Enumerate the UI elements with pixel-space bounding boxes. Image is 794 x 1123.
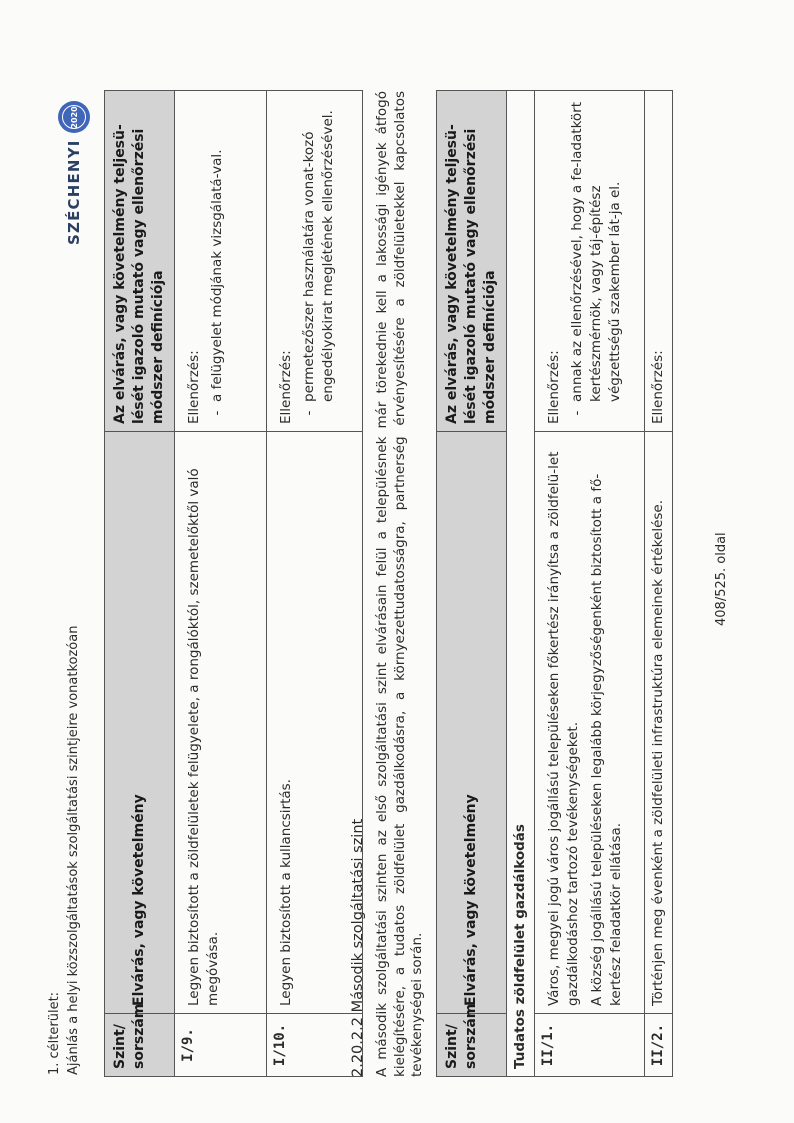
header-requirement: Elvárás, vagy követelmény: [105, 432, 175, 1014]
dash-bullet: -: [301, 410, 317, 416]
logo-badge-icon: [58, 101, 90, 133]
dash-bullet: -: [209, 410, 225, 416]
requirement-line-city: Város, megyei jogú város jogállású településeken főkertész irányítsa a zöldfelü-let gazdálkodáshoz tartozó tevékenységeket.: [546, 451, 581, 1006]
section-row-label: Tudatos zöldfelület gazdálkodás: [507, 91, 535, 1077]
requirement-line-village: A község jogállású településeken legalább körjegyzőségenként biztosított a fő-kertész feladatkör ellátása.: [589, 473, 624, 1006]
szechenyi-logo: [58, 101, 90, 245]
row-number: II/2.: [645, 1014, 673, 1077]
section-paragraph: [374, 91, 427, 1077]
check-label: Ellenőrzés:: [546, 350, 562, 424]
dash-bullet: -: [569, 410, 585, 416]
check-item: [568, 98, 625, 424]
header-level-number: Szint/ sorszám: [105, 1014, 175, 1077]
page-number: 408/525. oldal: [714, 532, 729, 626]
table-row: [175, 91, 267, 1077]
row-number: I/10.: [267, 1014, 363, 1077]
check-text: a felügyelet módjának vizsgálatá-val.: [209, 149, 225, 402]
logo-badge-text: 2020: [62, 105, 86, 129]
paragraph-text: A második szolgáltatási szinten az első szolgáltatási szint elvárásain felül a településnek már törekednie kell a lakossági igények átfogó kielégítésére, a tudatos zöldfelület gazdálkodásra, a környezettudatosságra, partnerség érvényesítésére a zöldfelületekkel kapcsolatos tevékenységei során.: [374, 91, 425, 1077]
table-row: [535, 91, 645, 1077]
table-row: [267, 91, 363, 1077]
check-text: annak az ellenőrzésével, hogy a fe-ladatkört kertészmérnök, vagy táj-építész végzettségű szakember lát-ja el.: [569, 101, 623, 402]
header-verification: Az elvárás, vagy követelmény teljesü-lését igazoló mutató vagy ellenőrzési módszer definíciója: [437, 91, 507, 432]
section-title: 2.20.2.2 Második szolgáltatási szint: [350, 818, 366, 1077]
check-label: Ellenőrzés:: [186, 350, 202, 424]
row-requirement: Legyen biztosított a zöldfelületek felügyelete, a rongálóktól, szemetelőktől való megóvása.: [175, 432, 267, 1014]
requirements-table-level-2: [436, 90, 673, 1077]
check-item: [208, 98, 227, 424]
check-text: permetezőszer használatára vonat-kozó engedélyokirat meglétének ellenőrzésével.: [301, 110, 336, 402]
row-number: II/1.: [535, 1014, 645, 1077]
check-item: [300, 98, 338, 424]
row-verification: [267, 91, 363, 432]
table-row: [645, 91, 673, 1077]
logo-text: SZÉCHENYI: [65, 139, 83, 245]
check-label: Ellenőrzés:: [278, 350, 294, 424]
requirements-table-level-1: [104, 90, 363, 1077]
header-verification: Az elvárás, vagy követelmény teljesü-lését igazoló mutató vagy ellenőrzési módszer definíciója: [105, 91, 175, 432]
row-requirement: Legyen biztosított a kullancsirtás.: [267, 432, 363, 1014]
header-requirement: Elvárás, vagy követelmény: [437, 432, 507, 1014]
header-subtitle: Ajánlás a helyi közszolgáltatások szolgáltatási szintjeire vonatkozóan: [66, 625, 81, 1075]
header-level-number: Szint/ sorszám: [437, 1014, 507, 1077]
row-requirement: Történjen meg évenként a zöldfelületi infrastruktúra elemeinek értékelése.: [645, 432, 673, 1014]
check-label: Ellenőrzés:: [650, 350, 666, 424]
row-verification: [535, 91, 645, 432]
table-section-row: [507, 91, 535, 1077]
row-number: I/9.: [175, 1014, 267, 1077]
header-target-area: 1. célterület:: [47, 991, 62, 1075]
row-verification: [175, 91, 267, 432]
row-requirement: [535, 432, 645, 1014]
table-header-row: [437, 91, 507, 1077]
row-verification: [645, 91, 673, 432]
table-header-row: [105, 91, 175, 1077]
